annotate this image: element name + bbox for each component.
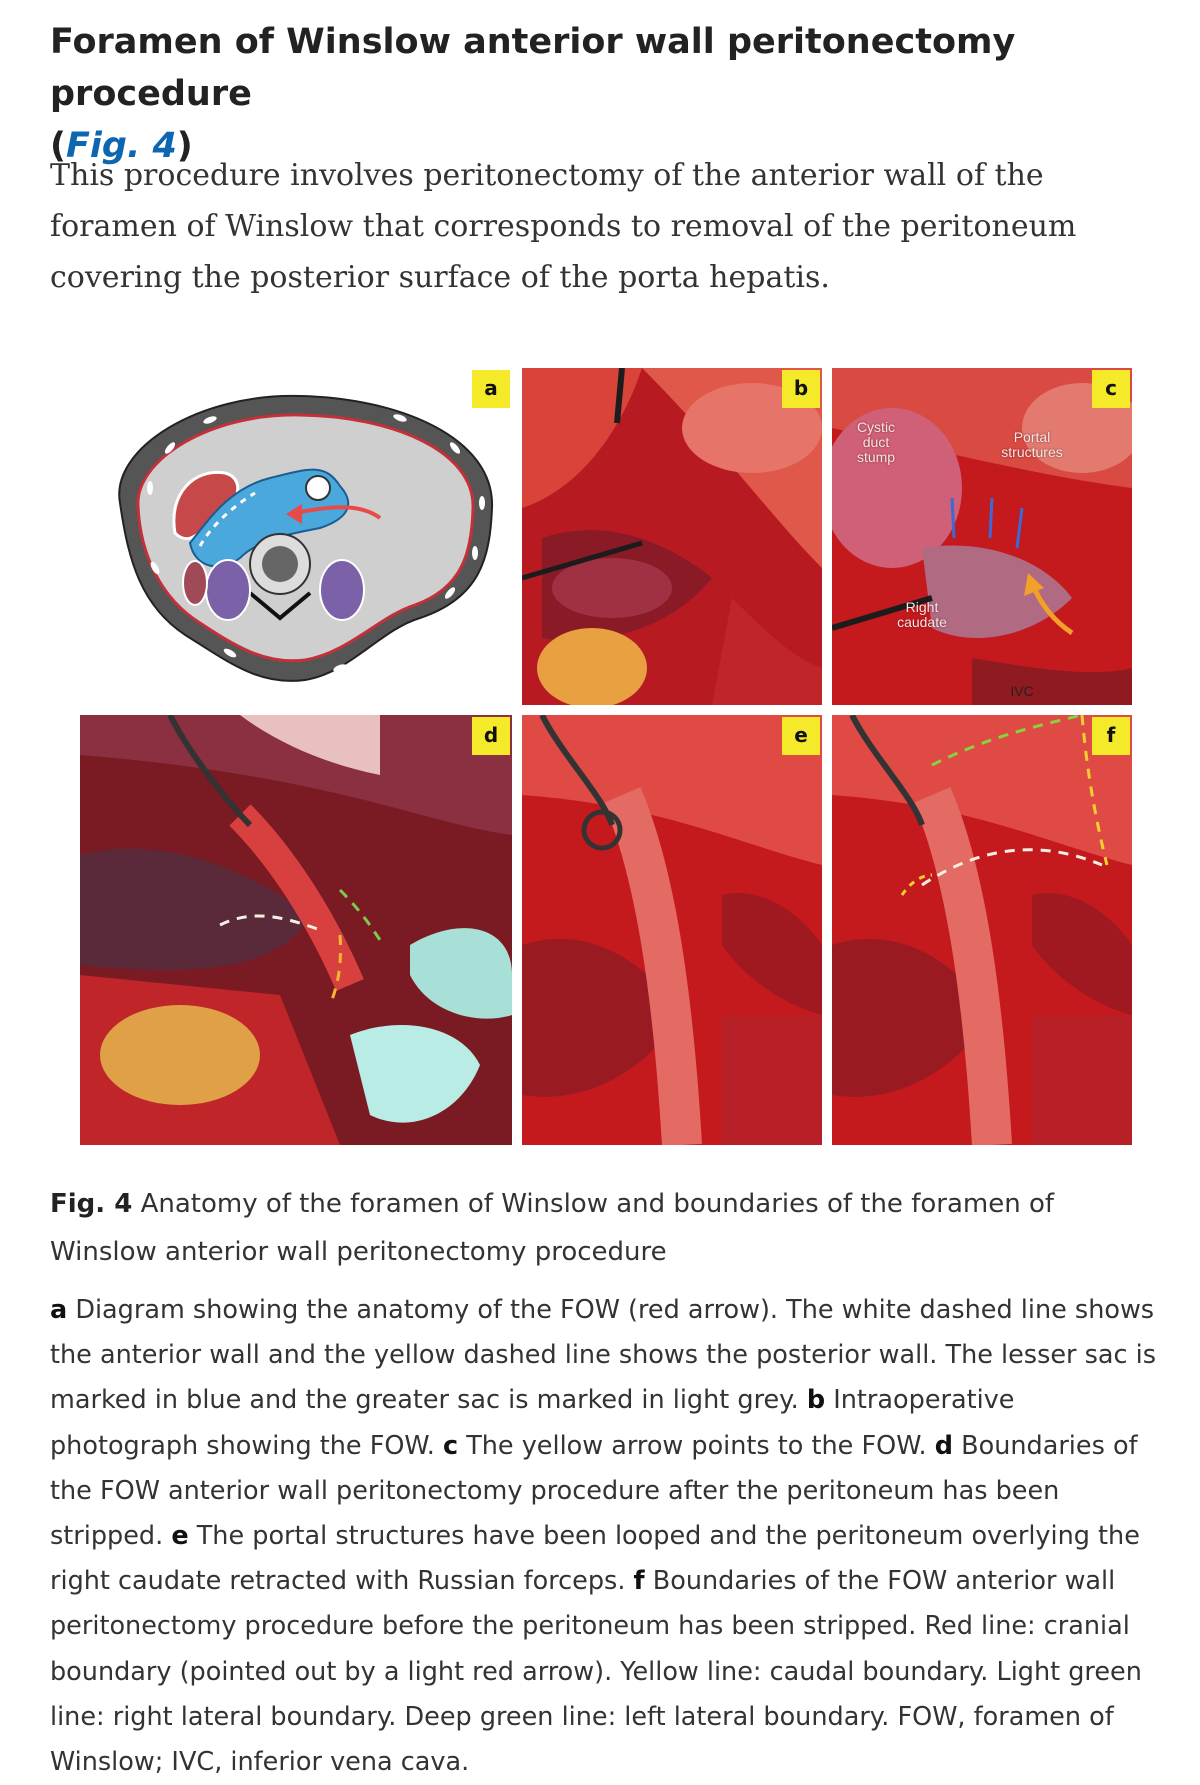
panel-c-photo — [832, 368, 1132, 705]
legend-text-c: The yellow arrow points to the FOW. — [466, 1430, 927, 1461]
legend-key-b: b — [806, 1385, 826, 1416]
legend-key-f: f — [633, 1566, 645, 1597]
panel-label-b: b — [782, 370, 820, 408]
label-right-caudate: Right caudate — [897, 599, 947, 630]
panel-d-photo — [80, 715, 512, 1145]
panel-label-e: e — [782, 717, 820, 755]
label-cystic-duct-stump: Cystic duct stump — [856, 419, 896, 465]
legend-key-c: c — [442, 1430, 459, 1461]
panel-label-a: a — [472, 370, 510, 408]
legend-key-d: d — [934, 1430, 953, 1461]
label-ivc: IVC — [1010, 683, 1034, 699]
intro-paragraph: This procedure involves peritonectomy of the anterior wall of the foramen of Winslow that corresponds to removal of the peritoneum covering the posterior surface of the porta hepatis. — [50, 158, 1077, 295]
panel-label-f: f — [1092, 717, 1130, 755]
heading-close-paren: ) — [176, 126, 193, 166]
panel-b-photo — [522, 368, 822, 705]
section-heading — [50, 16, 1170, 172]
colon-shape — [183, 561, 207, 605]
section-title-text: Foramen of Winslow anterior wall peritonectomy procedure — [50, 22, 1016, 114]
portal-vessels — [306, 476, 330, 500]
intraoperative-photo-b — [522, 368, 822, 705]
figure-4[interactable] — [80, 368, 1124, 1140]
intraoperative-photo-d — [80, 715, 512, 1145]
left-kidney — [320, 560, 364, 620]
caption-text: Anatomy of the foramen of Winslow and boundaries of the foramen of Winslow anterior wall peritonectomy procedure — [50, 1189, 1055, 1267]
panel-f-photo — [832, 715, 1132, 1145]
panel-label-c: c — [1092, 370, 1130, 408]
vertebra-core — [262, 546, 298, 582]
panel-label-d: d — [472, 717, 510, 755]
panel-a-diagram — [80, 368, 512, 705]
intraoperative-photo-f — [832, 715, 1132, 1145]
panel-e-photo — [522, 715, 822, 1145]
figure-legend — [50, 1288, 1160, 1785]
legend-key-e: e — [171, 1521, 189, 1552]
caption-label: Fig. 4 — [50, 1189, 133, 1219]
legend-text-a: Diagram showing the anatomy of the FOW (red arrow). The white dashed line shows the anterior wall and the yellow dashed line shows the posterior wall. The lesser sac is marked in blue and the greater sac is marked in light grey. — [50, 1295, 1157, 1416]
legend-key-a: a — [50, 1295, 68, 1325]
intraoperative-photo-e — [522, 715, 822, 1145]
anatomy-diagram-svg — [80, 368, 512, 705]
legend-text-e: The portal structures have been looped and the peritoneum overlying the right caudate retracted with Russian forceps. — [50, 1521, 1140, 1597]
fig-4-link[interactable]: Fig. 4 — [66, 126, 177, 166]
legend-text-b: Intraoperative photograph showing the FOW. — [50, 1385, 1015, 1461]
legend-text-f: Boundaries of the FOW anterior wall peritonectomy procedure before the peritoneum has been stripped. Red line: cranial boundary (pointed out by a light red arrow). Yellow line: caudal boundary. Light green line: right lateral boundary. Deep green line: left lateral boundary. FOW, foramen of Winslow; IVC, inferior vena cava. — [50, 1566, 1142, 1778]
right-kidney — [206, 560, 250, 620]
legend-text-d: Boundaries of the FOW anterior wall peritonectomy procedure after the peritoneum has been stripped. — [50, 1430, 1138, 1552]
figure-caption — [50, 1180, 1160, 1276]
label-portal-structures: Portal structures — [1001, 429, 1063, 460]
heading-open-paren: ( — [50, 126, 66, 166]
